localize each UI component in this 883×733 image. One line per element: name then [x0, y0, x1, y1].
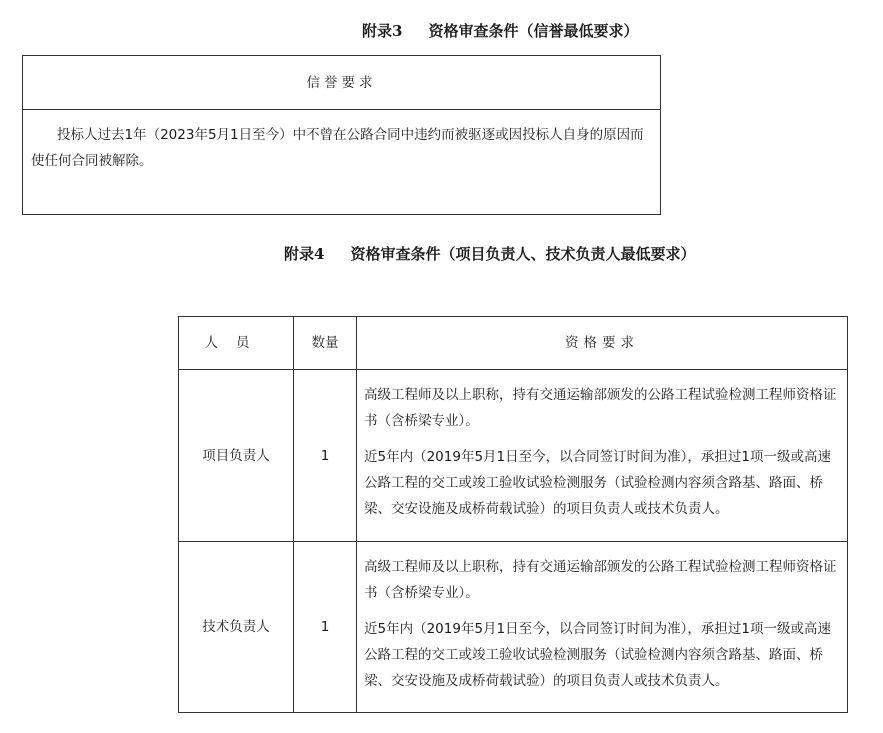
header-requirements: 资格要求: [357, 317, 848, 370]
appendix4-heading: [284, 243, 695, 264]
header-personnel: 人员: [179, 317, 294, 370]
appendix3-heading: [362, 20, 638, 41]
appendix3-number: 附录3: [362, 22, 403, 40]
personnel-table: [178, 316, 848, 713]
role-cell: 技术负责人: [179, 542, 294, 713]
appendix3-title: 资格审查条件（信誉最低要求）: [428, 22, 639, 40]
requirements-cell: [357, 542, 848, 713]
reputation-requirement: 投标人过去1年（2023年5月1日至今）中不曾在公路合同中违约而被驱逐或因投标人自身的原因而使任何合同被解除。: [23, 110, 661, 215]
count-cell: 1: [294, 370, 357, 542]
appendix4-number: 附录4: [284, 245, 325, 263]
reputation-table: [22, 55, 661, 215]
requirement-experience: 近5年内（2019年5月1日至今，以合同签订时间为准），承担过1项一级或高速公路工程的交工或竣工验收试验检测服务（试验检测内容须含路基、路面、桥梁、交安设施及成桥荷载试验）的项目负责人或技术负责人。: [364, 621, 831, 689]
role-cell: 项目负责人: [179, 370, 294, 542]
count-cell: 1: [294, 542, 357, 713]
requirement-title: 高级工程师及以上职称，持有交通运输部颁发的公路工程试验检测工程师资格证书（含桥梁专业）。: [364, 559, 837, 601]
table-row: [179, 542, 848, 713]
reputation-header: 信誉要求: [23, 56, 661, 110]
header-count: 数量: [294, 317, 357, 370]
appendix4-title: 资格审查条件（项目负责人、技术负责人最低要求）: [350, 245, 696, 263]
requirements-cell: [357, 370, 848, 542]
requirement-title: 高级工程师及以上职称，持有交通运输部颁发的公路工程试验检测工程师资格证书（含桥梁专业）。: [364, 387, 837, 429]
table-row: [179, 370, 848, 542]
requirement-experience: 近5年内（2019年5月1日至今，以合同签订时间为准），承担过1项一级或高速公路工程的交工或竣工验收试验检测服务（试验检测内容须含路基、路面、桥梁、交安设施及成桥荷载试验）的项目负责人或技术负责人。: [364, 449, 831, 517]
